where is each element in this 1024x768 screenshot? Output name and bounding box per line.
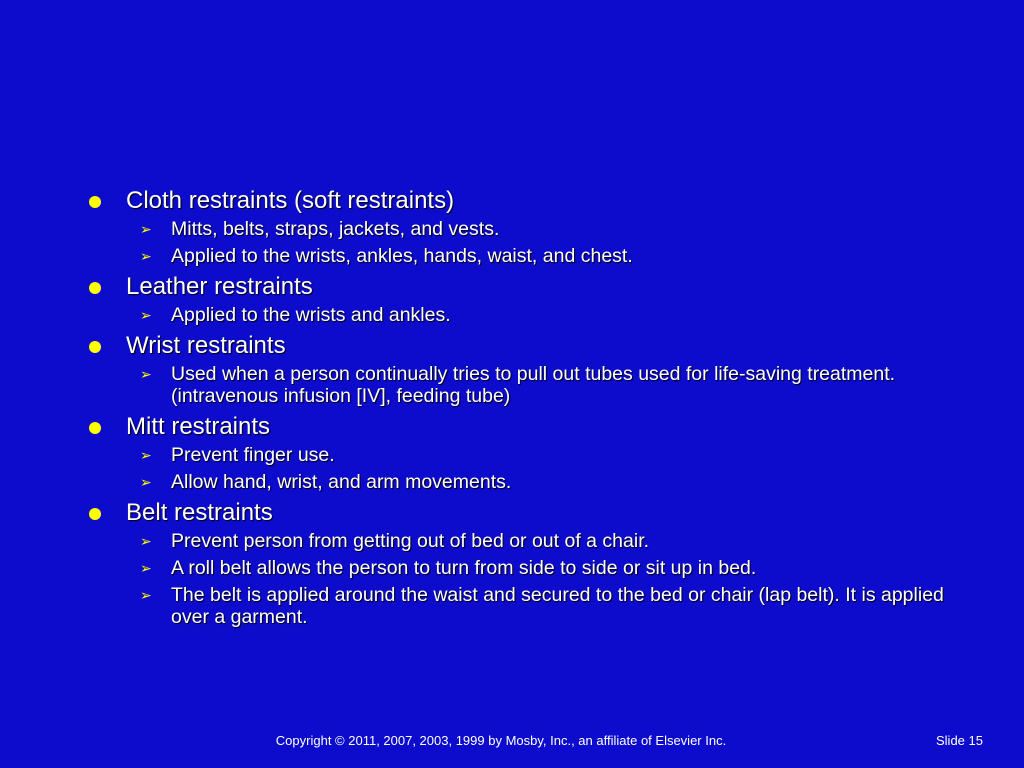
sub-bullet-item: [86, 444, 986, 466]
arrow-bullet-icon: ➢: [140, 308, 152, 324]
sub-bullet-text: Applied to the wrists, ankles, hands, waist, and chest.: [171, 245, 633, 267]
sub-bullet-item: [86, 218, 986, 240]
sub-bullet-text: Prevent finger use.: [171, 444, 335, 466]
sub-bullet-item: [86, 584, 986, 628]
bullet-text: Cloth restraints (soft restraints): [126, 187, 455, 214]
arrow-bullet-icon: ➢: [140, 588, 152, 604]
arrow-bullet-icon: ➢: [140, 534, 152, 550]
bullet-text: Wrist restraints: [126, 332, 286, 359]
bullet-item: [86, 412, 986, 441]
bullet-dot-icon: [89, 282, 101, 294]
sub-bullet-item: [86, 363, 986, 407]
sub-bullet-item: [86, 530, 986, 552]
arrow-bullet-icon: ➢: [140, 448, 152, 464]
sub-bullet-text: Mitts, belts, straps, jackets, and vests.: [171, 218, 500, 240]
bullet-text: Leather restraints: [126, 273, 313, 300]
arrow-bullet-icon: ➢: [140, 561, 152, 577]
sub-bullet-item: [86, 557, 986, 579]
bullet-dot-icon: [89, 422, 101, 434]
sub-bullet-text: A roll belt allows the person to turn from side to side or sit up in bed.: [171, 557, 757, 579]
arrow-bullet-icon: ➢: [140, 367, 152, 383]
sub-bullet-item: [86, 471, 986, 493]
bullet-text: Mitt restraints: [126, 413, 271, 440]
slide-number: Slide 15: [936, 733, 983, 748]
arrow-bullet-icon: ➢: [140, 222, 152, 238]
sub-bullet-text: Allow hand, wrist, and arm movements.: [171, 471, 512, 493]
arrow-bullet-icon: ➢: [140, 475, 152, 491]
bullet-list: [86, 183, 986, 633]
bullet-text: Belt restraints: [126, 499, 273, 526]
bullet-item: [86, 186, 986, 215]
sub-bullet-text: Prevent person from getting out of bed or out of a chair.: [171, 530, 650, 552]
bullet-item: [86, 272, 986, 301]
bullet-item: [86, 331, 986, 360]
arrow-bullet-icon: ➢: [140, 249, 152, 265]
sub-bullet-text: Used when a person continually tries to pull out tubes used for life-saving treatment. (intravenous infusion [IV], feeding tube): [171, 363, 896, 407]
copyright-footer: Copyright © 2011, 2007, 2003, 1999 by Mosby, Inc., an affiliate of Elsevier Inc.: [275, 733, 727, 748]
bullet-dot-icon: [89, 508, 101, 520]
bullet-dot-icon: [89, 196, 101, 208]
bullet-item: [86, 498, 986, 527]
sub-bullet-item: [86, 304, 986, 326]
sub-bullet-text: Applied to the wrists and ankles.: [171, 304, 451, 326]
bullet-dot-icon: [89, 341, 101, 353]
sub-bullet-item: [86, 245, 986, 267]
sub-bullet-text: The belt is applied around the waist and secured to the bed or chair (lap belt). It is applied over a garment.: [171, 584, 944, 628]
